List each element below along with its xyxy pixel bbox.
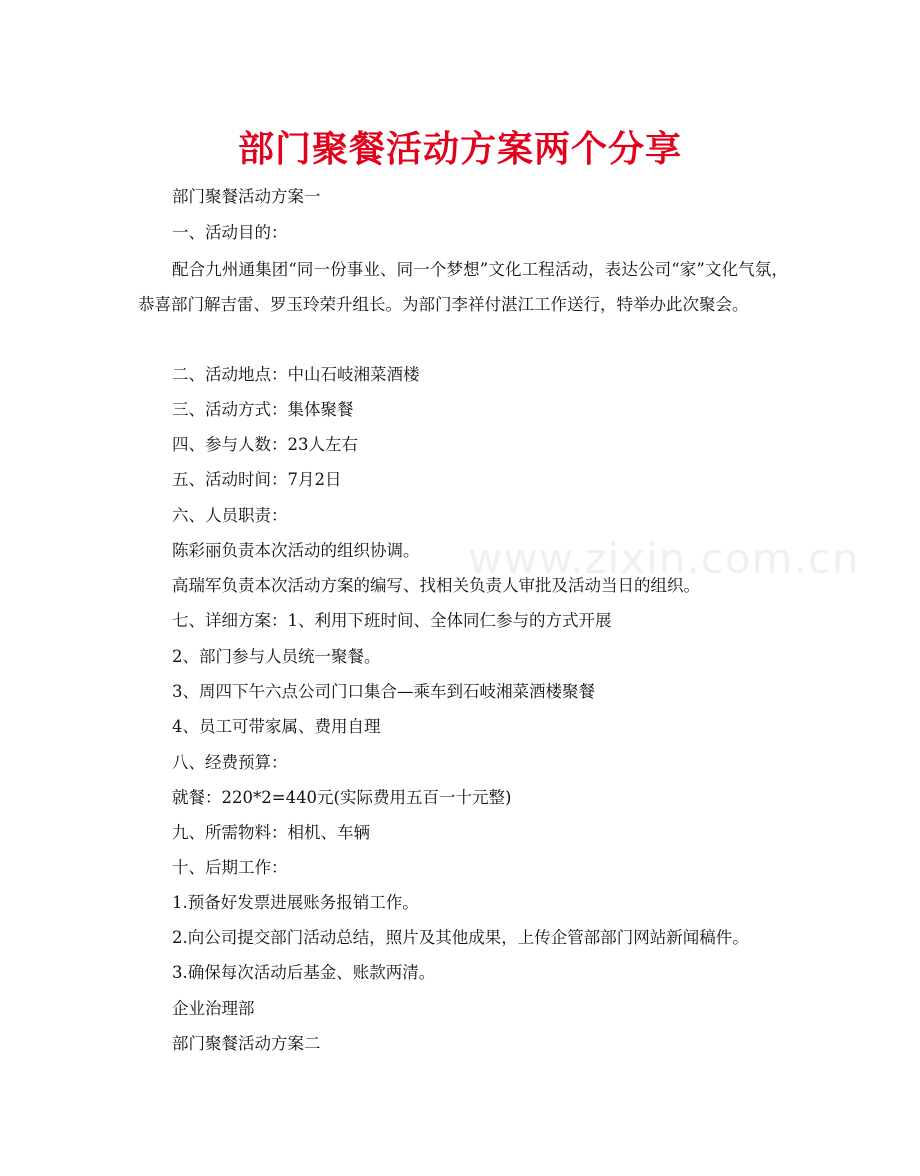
heading-participants: 四、参与人数：23人左右: [172, 435, 358, 454]
purpose-paragraph: 配合九州通集团“同一份事业、同一个梦想”文化工程活动，表达公司“家”文化气氛，恭喜部门解吉雷、罗玉玲荣升组长。为部门李祥付湛江工作送行，特举办此次聚会。: [138, 260, 788, 314]
plan-item-2: 2、部门参与人员统一聚餐。: [172, 647, 381, 666]
heading-budget: 八、经费预算：: [172, 753, 288, 772]
heading-time: 五、活动时间：7月2日: [172, 470, 342, 489]
heading-purpose: 一、活动目的：: [172, 223, 288, 242]
heading-detailed-plan: 七、详细方案：1、利用下班时间、全体同仁参与的方式开展: [172, 611, 612, 630]
responsibility-line-2: 高瑞军负责本次活动方案的编写、找相关负责人审批及活动当日的组织。: [172, 576, 700, 595]
heading-responsibilities: 六、人员职责：: [172, 506, 288, 525]
follow-up-item-2: 2.向公司提交部门活动总结，照片及其他成果，上传企管部部门网站新闻稿件。: [172, 928, 749, 947]
follow-up-item-3: 3.确保每次活动后基金、账款两清。: [172, 963, 436, 982]
heading-follow-up: 十、后期工作：: [172, 858, 288, 877]
follow-up-item-1: 1.预备好发票进展账务报销工作。: [172, 893, 419, 912]
plan-item-3: 3、周四下午六点公司门口集合—乘车到石岐湘菜酒楼聚餐: [172, 682, 595, 701]
watermark: www.zixin.com.cn: [468, 534, 860, 583]
responsibility-line-1: 陈彩丽负责本次活动的组织协调。: [172, 541, 420, 560]
section-heading-plan-two: 部门聚餐活动方案二: [172, 1034, 321, 1053]
document-title: 部门聚餐活动方案两个分享: [237, 129, 682, 170]
heading-materials: 九、所需物料：相机、车辆: [172, 823, 370, 842]
plan-item-4: 4、员工可带家属、费用自理: [172, 717, 381, 736]
heading-method: 三、活动方式：集体聚餐: [172, 400, 354, 419]
department-signature: 企业治理部: [172, 999, 255, 1018]
heading-location: 二、活动地点：中山石岐湘菜酒楼: [172, 365, 420, 384]
section-heading-plan-one: 部门聚餐活动方案一: [172, 187, 321, 206]
budget-line: 就餐：220*2=440元(实际费用五百一十元整): [172, 788, 512, 807]
